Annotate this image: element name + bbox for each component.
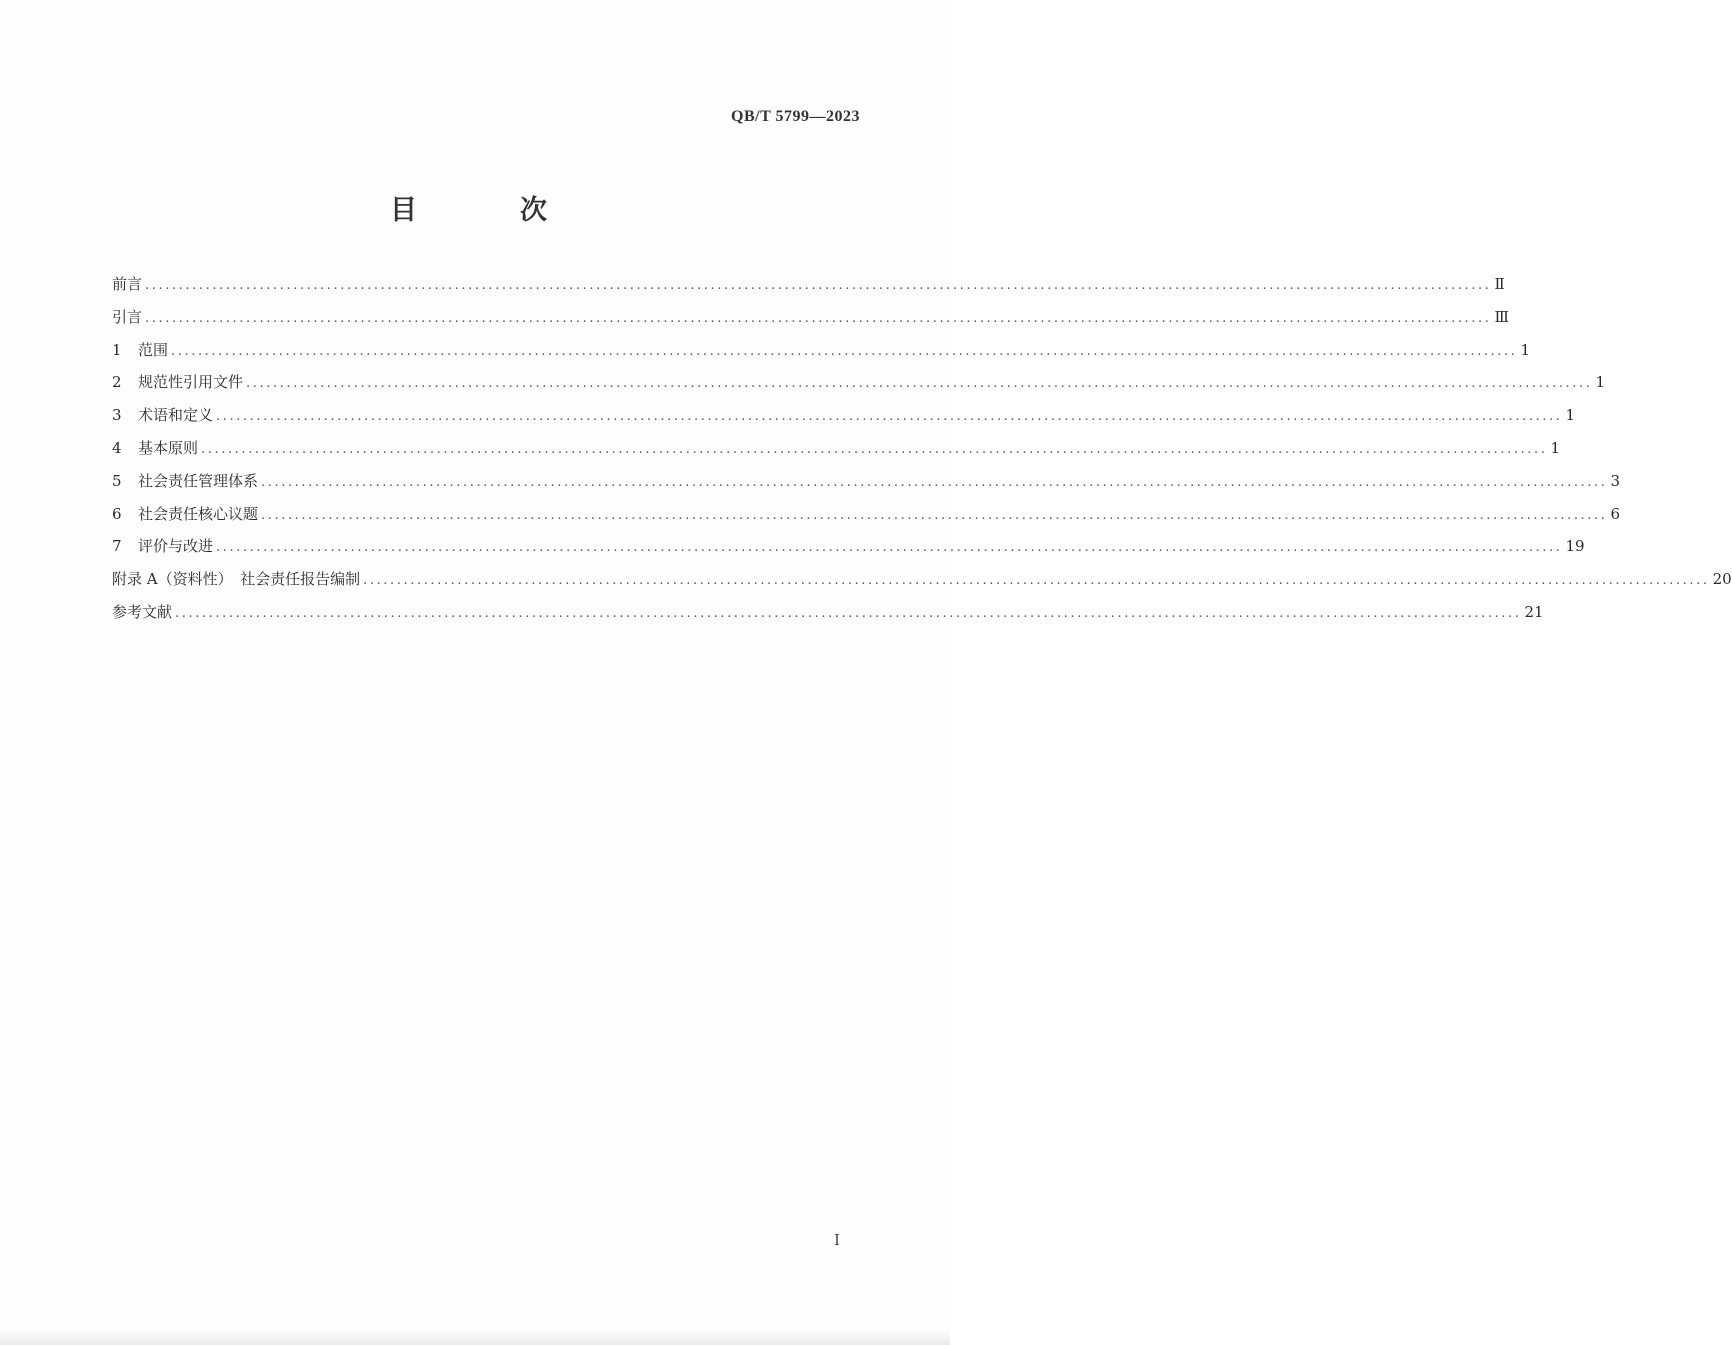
toc-leader-dots: ........................................................................................................................................................................................................ <box>246 376 1593 392</box>
toc-entry-number: 2 <box>112 373 122 392</box>
toc-entry-page: 3 <box>1610 471 1621 490</box>
toc-entry-label <box>112 336 168 364</box>
toc-entry-label <box>112 467 258 495</box>
toc-entry[interactable] <box>112 368 1606 401</box>
toc-entry-text: 参考文献 <box>112 602 173 621</box>
toc-entry-text: 前言 <box>112 275 143 293</box>
toc-entry-number: 6 <box>112 504 122 523</box>
toc-entry-page: Ⅲ <box>1494 307 1509 326</box>
toc-entry-page: 1 <box>1565 406 1576 425</box>
toc-entry[interactable] <box>112 500 1621 533</box>
toc-leader-dots: ........................................................................................................................................................................................................ <box>216 540 1563 556</box>
toc-leader-dots: ........................................................................................................................................................................................................ <box>145 278 1492 293</box>
toc-entry-label <box>112 598 172 626</box>
toc-entry-text: 附录 A（资料性） 社会责任报告编制 <box>112 570 361 589</box>
toc-entry-label <box>112 303 142 331</box>
toc-entry[interactable] <box>112 401 1576 434</box>
toc-entry-text: 社会责任管理体系 <box>138 471 259 490</box>
toc-entry-page: Ⅱ <box>1494 275 1505 293</box>
toc-entry-number: 7 <box>112 537 122 556</box>
toc-entry-number: 1 <box>112 340 122 359</box>
toc-leader-dots: ........................................................................................................................................................................................................ <box>216 409 1563 425</box>
toc-leader-dots: ........................................................................................................................................................................................................ <box>171 343 1518 359</box>
toc-entry-text: 评价与改进 <box>138 537 214 556</box>
table-of-contents <box>112 270 1732 631</box>
toc-entry-text: 引言 <box>112 307 143 326</box>
toc-entry-label <box>112 368 243 396</box>
toc-entry-page: 1 <box>1595 373 1606 392</box>
toc-entry[interactable] <box>112 434 1561 467</box>
toc-leader-dots: ........................................................................................................................................................................................................ <box>261 474 1608 490</box>
toc-entry-text: 基本原则 <box>138 438 199 457</box>
toc-entry[interactable] <box>112 467 1621 500</box>
toc-leader-dots: ........................................................................................................................................................................................................ <box>363 573 1710 589</box>
scan-shadow <box>0 1331 950 1345</box>
page-title: 目 次 <box>390 195 585 226</box>
toc-entry-label <box>112 565 360 593</box>
toc-entry-label <box>112 434 198 462</box>
toc-entry-page: 19 <box>1565 537 1585 556</box>
toc-entry-page: 20 <box>1712 570 1732 589</box>
toc-entry-number: 5 <box>112 471 122 490</box>
toc-leader-dots: ........................................................................................................................................................................................................ <box>201 441 1548 457</box>
toc-entry-page: 21 <box>1524 602 1544 621</box>
page-number: I <box>834 1231 840 1249</box>
standard-code: QB/T 5799—2023 <box>731 108 860 125</box>
toc-entry[interactable] <box>112 532 1585 565</box>
toc-entry-label <box>112 500 258 528</box>
toc-entry-text: 社会责任核心议题 <box>138 504 259 523</box>
toc-leader-dots: ........................................................................................................................................................................................................ <box>175 605 1522 621</box>
toc-entry-number: 3 <box>112 406 122 425</box>
toc-entry-number: 4 <box>112 438 122 457</box>
toc-entry-text: 规范性引用文件 <box>138 373 244 392</box>
toc-entry[interactable] <box>112 336 1531 369</box>
toc-entry[interactable] <box>112 565 1732 598</box>
toc-entry-label <box>112 401 213 429</box>
toc-entry[interactable] <box>112 270 1505 303</box>
toc-entry-label <box>112 532 213 560</box>
toc-leader-dots: ........................................................................................................................................................................................................ <box>261 507 1608 523</box>
toc-leader-dots: ........................................................................................................................................................................................................ <box>145 310 1492 326</box>
toc-entry-page: 6 <box>1610 504 1621 523</box>
toc-entry-page: 1 <box>1550 438 1561 457</box>
toc-entry[interactable] <box>112 598 1544 631</box>
toc-entry[interactable] <box>112 303 1509 336</box>
toc-entry-label <box>112 270 142 298</box>
toc-entry-text: 术语和定义 <box>138 406 214 425</box>
toc-entry-text: 范围 <box>138 340 169 359</box>
toc-entry-page: 1 <box>1520 340 1531 359</box>
